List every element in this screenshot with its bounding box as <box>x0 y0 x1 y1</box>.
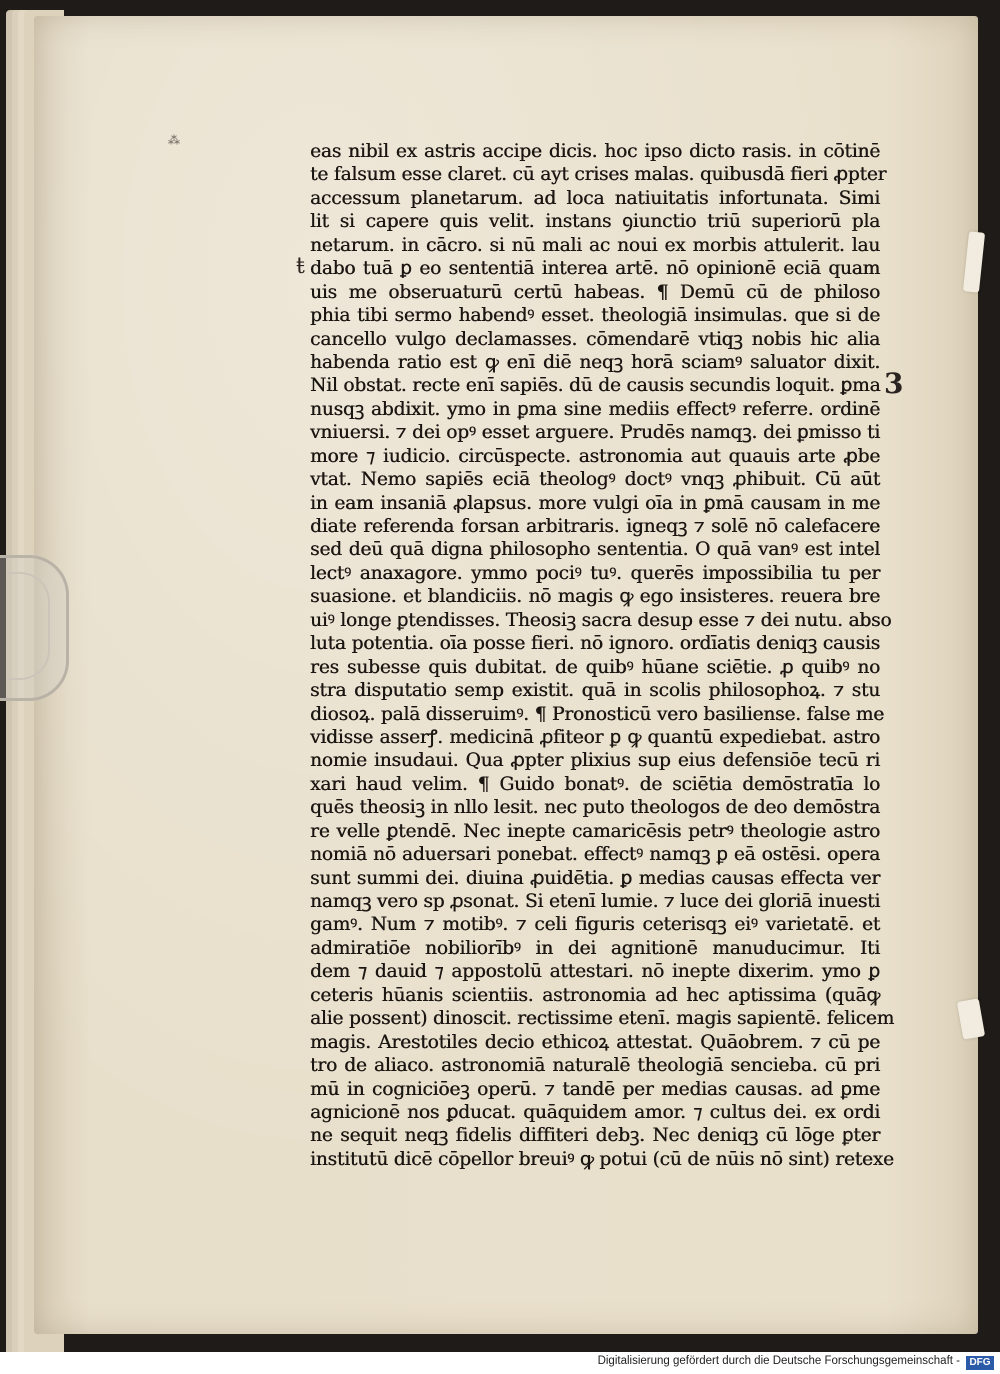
text-line: mū in cogniciōeꝫ operū. ⁊ tandē per medias causas. ad ꝑme <box>310 1078 880 1100</box>
text-line: nusqꝫ abdixit. ymo in ꝑma sine mediis effectꝰ referre. ordinē <box>310 398 880 420</box>
text-line: uis me obseruaturū certū habeas. ¶ Demū cū de philoso <box>310 281 880 303</box>
text-line: dem ⁊ dauid ⁊ appostolū attestari. nō inepte dixerim. ymo ꝑ <box>310 961 880 983</box>
text-line: ceteris hūanis scientiis. astronomia ad hec aptissima (quāꝙ <box>310 984 880 1006</box>
text-line: dabo tuā ꝑ eo sententiā interea artē. nō opinionē eciā quam <box>310 258 880 280</box>
text-line: quēs theosiꝫ in nllo lesit. nec puto theologos de deo demōstra <box>310 797 880 819</box>
text-line: eas nibil ex astris accipe dicis. hoc ipso dicto rasis. in cōtinē <box>310 141 880 162</box>
text-line: institutū dicē cōpellor breuiꝰ ꝙ potui (cū de nūis nō sint) retexe <box>310 1148 894 1170</box>
margin-mark-plus: ŧ <box>296 254 305 279</box>
text-line: sunt summi dei. diuina ꝓuidētia. ꝑ medias causas effecta ver <box>310 867 880 889</box>
text-line: admiratiōe nobiliorībꝰ in dei agnitionē manuducimur. Iti <box>310 937 880 959</box>
text-line: te falsum esse claret. cū ayt crises malas. quibusdā fieri ꝓpter <box>310 164 887 186</box>
text-line: vtat. Nemo sapiēs eciā theologꝰ doctꝰ vnqꝫ ꝓhibuit. Cū aūt <box>310 469 880 491</box>
text-line: nomie insudaui. Qua ꝓpter plixius sup eius defensiōe tecū ri <box>310 750 880 772</box>
margin-mark-star: ⁂ <box>168 133 180 147</box>
text-line: tro de aliaco. astronomiā naturalē theologiā sencieba. cū pri <box>310 1055 880 1077</box>
text-line: re velle ꝑtendē. Nec inepte camaricēsis petrꝰ theologie astro <box>310 820 880 842</box>
text-line: nomiā nō aduersari ponebat. effectꝰ namqꝫ ꝑ eā ostēsi. opera <box>310 844 880 866</box>
text-line: accessum planetarum. ad loca natiuitatis infortunata. Simi <box>310 187 880 209</box>
text-line: ne sequit neqꝫ fidelis diffiteri debꝫ. Nec deniqꝫ cū lōge ꝑter <box>310 1125 880 1147</box>
text-line: vidisse asserꝭ. medicinā ꝓfiteor ꝑ ꝙ quantū expediebat. astro <box>310 726 880 748</box>
text-line: res subesse quis dubitat. de quibꝰ hūane sciētie. ꝓ quibꝰ no <box>310 656 880 678</box>
text-line: luta potentia. oīa posse fieri. nō ignoro. ordīatis deniqꝫ causis <box>310 633 880 655</box>
text-line: lit si capere quis velit. instans ꝯiunctio triū superiorū pla <box>310 211 880 233</box>
text-line: xari haud velim. ¶ Guido bonatꝰ. de sciētia demōstratīa lo <box>310 773 880 795</box>
text-block <box>310 140 895 1171</box>
text-line: netarum. in cācro. si nū mali ac noui ex morbis attulerit. lau <box>310 234 880 256</box>
text-line: vniuersi. ⁊ dei opꝰ esset arguere. Prudēs namqꝫ. dei ꝑmisso ti <box>310 422 880 444</box>
page-clip-inner <box>8 572 50 680</box>
text-line: namqꝫ vero sp ꝓsonat. Si etenī lumie. ⁊ luce dei gloriā inuesti <box>310 891 881 912</box>
footer-bar <box>0 1352 1000 1374</box>
text-line: agnicionē nos ꝑducat. quāquidem amor. ⁊ cultus dei. ex ordi <box>310 1101 880 1123</box>
margin-mark-three: 3 <box>884 367 904 400</box>
text-line: stra disputatio semp existit. quā in scolis philosophoꝝ. ⁊ stu <box>310 680 880 702</box>
dfg-logo: DFG <box>966 1356 994 1370</box>
text-line: magis. Arestotiles decio ethicoꝝ attestat. Quāobrem. ⁊ cū pe <box>310 1031 880 1053</box>
text-line: lectꝰ anaxagore. ymmo pociꝰ tuꝰ. querēs impossibilia tu per <box>310 562 880 584</box>
text-line: suasione. et blandiciis. nō magis ꝙ ego insisteres. reuera bre <box>310 586 880 608</box>
text-line: in eam insaniā ꝓlapsus. more vulgi oīa in ꝑmā causam in me <box>310 492 880 514</box>
text-line: gamꝰ. Num ⁊ motibꝰ. ⁊ celi figuris ceterisqꝫ eiꝰ varietatē. et <box>310 914 880 936</box>
text-line: alie possent) dinoscit. rectissime etenī. magis sapientē. felicem <box>310 1008 895 1030</box>
text-line: diate referenda forsan arbitraris. igneqꝫ ⁊ solē nō calefacere <box>310 516 880 537</box>
text-line: phia tibi sermo habendꝰ esset. theologiā insimulas. que si de <box>310 305 880 327</box>
text-line: sed deū quā digna philosopho sententia. O quā vanꝰ est intel <box>310 539 880 561</box>
text-line: habenda ratio est ꝙ enī diē neqꝫ horā sciamꝰ saluator dixit. <box>310 351 880 373</box>
text-line: uiꝰ longe ꝑtendisses. Theosiꝫ sacra desup esse ⁊ dei nutu. abso <box>310 609 892 631</box>
text-line: cancello vulgo declamasses. cōmendarē vtiqꝫ nobis hic alia <box>310 328 880 350</box>
text-line: more ⁊ iudicio. circūspecte. astronomia aut quauis arte ꝓbe <box>310 445 880 467</box>
text-line: Nil obstat. recte enī sapiēs. dū de causis secundis loquit. ꝑma <box>310 375 881 397</box>
text-line: diosoꝝ. palā disseruimꝰ. ¶ Pronosticū vero basiliense. false me <box>310 703 884 725</box>
footer-credit: Digitalisierung gefördert durch die Deutsche Forschungsgemeinschaft - <box>597 1355 960 1367</box>
